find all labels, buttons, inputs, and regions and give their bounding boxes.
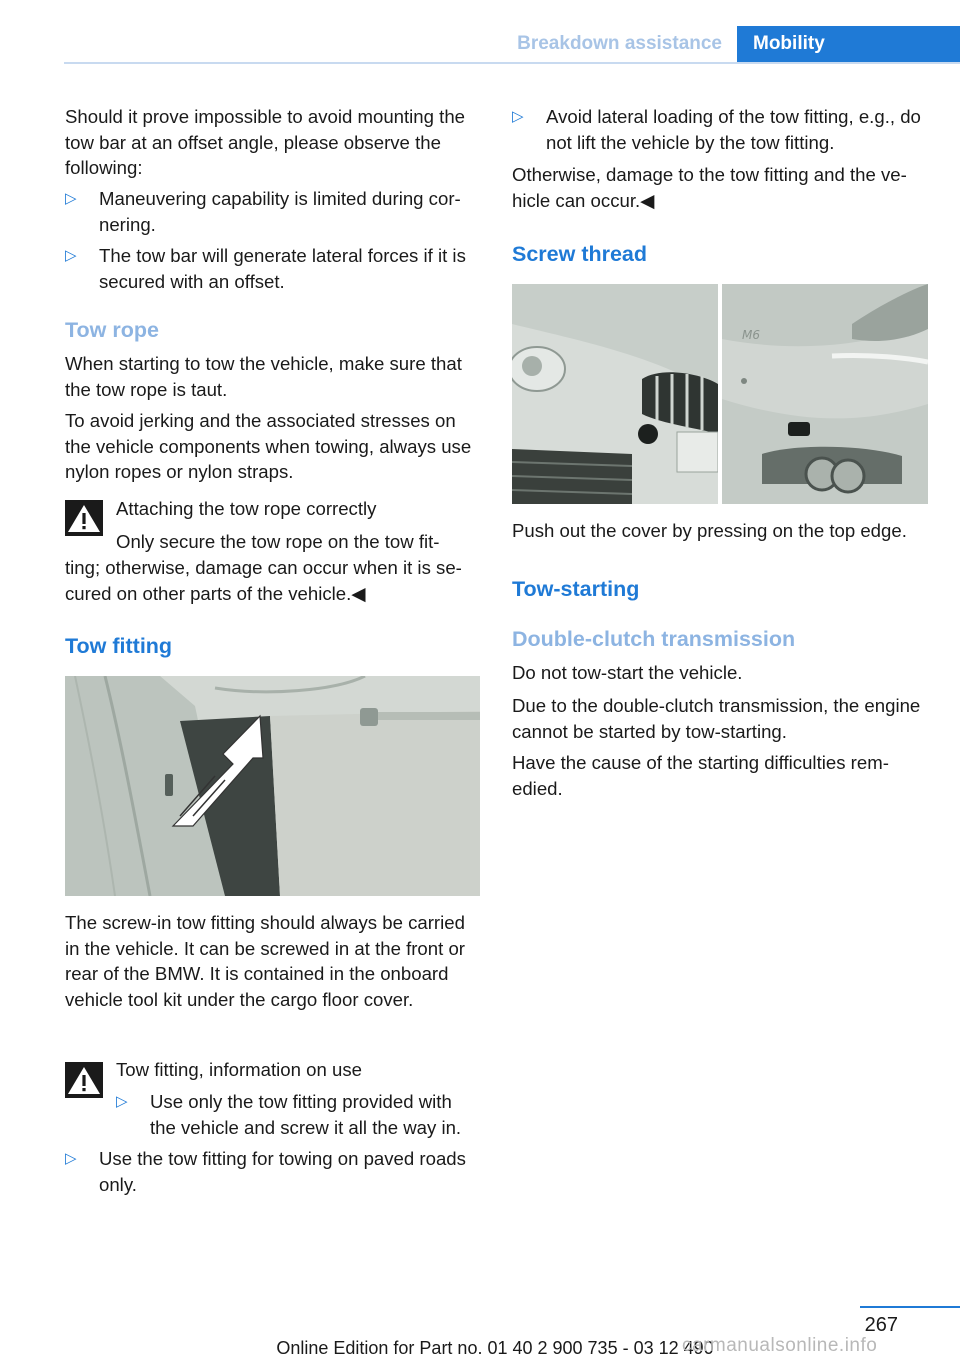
- warning-text: ting; otherwise, damage can occur when it is secured on other parts of the vehicle.◀: [65, 557, 462, 604]
- bullet-text: Use the tow fitting for towing on paved roads only.: [99, 1148, 466, 1195]
- warning-title: Attaching the tow rope correctly: [116, 498, 377, 519]
- tow-starting-paragraph-2: Due to the double-clutch transmission, the engine cannot be started by tow-starting.: [512, 695, 921, 742]
- screw-thread-caption: Push out the cover by pressing on the top edge.: [512, 520, 907, 541]
- bullet-text: Avoid lateral loading of the tow fitting, e.g., do not lift the vehicle by the tow fitting.: [546, 106, 921, 153]
- triangle-right-icon: ▷: [65, 190, 77, 207]
- warning-icon: [65, 500, 103, 536]
- triangle-right-icon: ▷: [65, 247, 77, 264]
- triangle-right-icon: ▷: [512, 108, 524, 125]
- tow-starting-paragraph-3: Have the cause of the starting difficulties remedied.: [512, 752, 889, 799]
- right-paragraph: Otherwise, damage to the tow fitting and the vehicle can occur.◀: [512, 164, 907, 211]
- tow-fitting-heading: Tow fitting: [65, 634, 173, 658]
- triangle-right-icon: ▷: [65, 1150, 77, 1167]
- bullet-text: Maneuvering capability is limited during cornering.: [99, 188, 461, 235]
- double-clutch-heading: Double-clutch transmission: [512, 627, 796, 651]
- header-chapter-tab: Mobility: [737, 26, 960, 62]
- intro-paragraph: Should it prove impossible to avoid mounting the tow bar at an offset angle, please observe the following:: [65, 106, 466, 178]
- warning-title: Tow fitting, information on use: [116, 1059, 362, 1080]
- bullet-text: Use only the tow fitting provided with the vehicle and screw it all the way in.: [150, 1091, 462, 1138]
- front-bumper-photo: [512, 284, 718, 504]
- screw-thread-heading: Screw thread: [512, 242, 648, 266]
- watermark: carmanualsonline.info: [682, 1335, 878, 1356]
- tow-starting-paragraph-1: Do not tow-start the vehicle.: [512, 662, 743, 683]
- tow-starting-heading: Tow-starting: [512, 577, 640, 601]
- footer-rule: [860, 1306, 960, 1308]
- page-number: 267: [864, 1314, 898, 1336]
- tow-rope-heading: Tow rope: [65, 318, 159, 342]
- header-rule: [64, 62, 960, 64]
- warning-icon: [65, 1062, 103, 1098]
- header-section-title: Breakdown assistance: [517, 33, 722, 54]
- tow-rope-paragraph-2: To avoid jerking and the associated stresses on the vehicle components when towing, always use nylon ropes or nylon straps.: [65, 410, 472, 482]
- edition-note: Online Edition for Part no. 01 40 2 900 735 - 03 12 490: [276, 1338, 714, 1358]
- rear-bumper-photo: [722, 284, 928, 504]
- tow-rope-paragraph-1: When starting to tow the vehicle, make sure that the tow rope is taut.: [65, 353, 462, 400]
- warning-text-first-line: Only secure the tow rope on the tow fit-: [116, 531, 440, 552]
- bullet-text: The tow bar will generate lateral forces if it is secured with an offset.: [99, 245, 466, 292]
- tow-fitting-paragraph: The screw-in tow fitting should always be carried in the vehicle. It can be screwed in at the front or rear of the BMW. It is contained in the onboard vehicle tool kit under the cargo floor cover.: [65, 912, 465, 1010]
- triangle-right-icon: ▷: [116, 1093, 128, 1110]
- svg-text:M6: M6: [742, 328, 760, 342]
- tow-fitting-photo: [65, 676, 480, 896]
